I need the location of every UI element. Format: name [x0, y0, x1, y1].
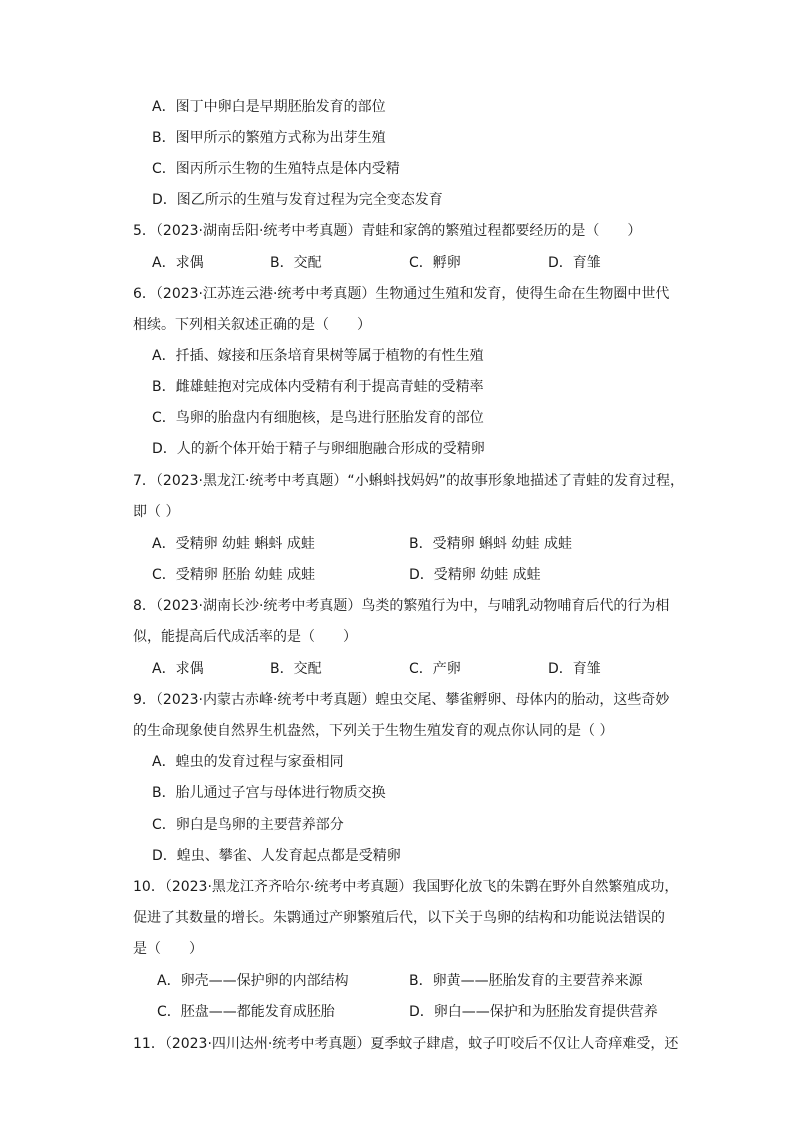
q4-option-a: A．图丁中卵白是早期胚胎发育的部位 [152, 99, 386, 115]
q7-stem-line2: 即（ ） [133, 504, 180, 520]
q7-option-c: C．受精卵 胚胎 幼蛙 成蛙 [152, 567, 316, 583]
q10-options-row2 [157, 1002, 677, 1022]
q10-option-c: C．胚盘——都能发育成胚胎 [157, 1004, 335, 1020]
q5-options [152, 253, 672, 273]
q5-option-b: B．交配 [270, 255, 322, 271]
q7-options-row2 [152, 565, 672, 585]
q7-option-d: D．受精卵 幼蛙 成蛙 [409, 567, 541, 583]
q8-stem-line1: 8．（2023·湖南长沙·统考中考真题）鸟类的繁殖行为中，与哺乳动物哺育后代的行为相 [133, 598, 670, 614]
q8-option-b: B．交配 [270, 661, 322, 677]
q9-option-c: C．卵白是鸟卵的主要营养部分 [152, 817, 344, 833]
q10-option-a: A．卵壳——保护卵的内部结构 [157, 973, 349, 989]
q8-stem-line2: 似，能提高后代成活率的是（ ） [133, 629, 357, 645]
q9-option-b: B．胎儿通过子宫与母体进行物质交换 [152, 785, 386, 801]
q5-option-d: D．育雏 [548, 255, 601, 271]
q6-option-d: D．人的新个体开始于精子与卵细胞融合形成的受精卵 [152, 441, 485, 457]
q8-option-a: A．求偶 [152, 661, 204, 677]
q6-option-a: A．扦插、嫁接和压条培育果树等属于植物的有性生殖 [152, 348, 484, 364]
q10-options-row1 [157, 971, 677, 991]
q4-option-d: D．图乙所示的生殖与发育过程为完全变态发育 [152, 192, 443, 208]
q10-stem-line1: 10．（2023·黑龙江齐齐哈尔·统考中考真题）我国野化放飞的朱鹮在野外自然繁殖成功， [133, 879, 679, 895]
q7-options-row1 [152, 534, 672, 554]
q9-option-a: A．蝗虫的发育过程与家蚕相同 [152, 754, 344, 770]
q11-stem-line1: 11．（2023·四川达州·统考中考真题）夏季蚊子肆虐，蚊子叮咬后不仅让人奇痒难受，还 [133, 1036, 679, 1052]
q8-option-c: C．产卵 [409, 661, 461, 677]
q7-stem-line1: 7．（2023·黑龙江·统考中考真题）“小蝌蚪找妈妈”的故事形象地描述了青蛙的发育过程， [133, 473, 684, 489]
q6-stem-line2: 相续。下列相关叙述正确的是（ ） [133, 317, 371, 333]
q8-options [152, 659, 672, 679]
q8-option-d: D．育雏 [548, 661, 601, 677]
q9-option-d: D．蝗虫、攀雀、人发育起点都是受精卵 [152, 848, 401, 864]
q5-stem: 5．（2023·湖南岳阳·统考中考真题）青蛙和家鸽的繁殖过程都要经历的是（ ） [133, 223, 642, 239]
q4-option-b: B．图甲所示的繁殖方式称为出芽生殖 [152, 130, 386, 146]
q6-option-b: B．雌雄蛙抱对完成体内受精有利于提高青蛙的受精率 [152, 379, 484, 395]
q9-stem-line2: 的生命现象使自然界生机盎然，下列关于生物生殖发育的观点你认同的是（ ） [133, 723, 614, 739]
q10-stem-line2: 促进了其数量的增长。朱鹮通过产卵繁殖后代，以下关于鸟卵的结构和功能说法错误的 [133, 910, 665, 926]
q5-option-a: A．求偶 [152, 255, 204, 271]
q7-option-a: A．受精卵 幼蛙 蝌蚪 成蛙 [152, 536, 315, 552]
q9-stem-line1: 9．（2023·内蒙古赤峰·统考中考真题）蝗虫交尾、攀雀孵卵、母体内的胎动，这些奇妙 [133, 692, 670, 708]
q10-option-b: B．卵黄——胚胎发育的主要营养来源 [409, 973, 643, 989]
q10-stem-line3: 是（ ） [133, 941, 203, 957]
q6-stem-line1: 6．（2023·江苏连云港·统考中考真题）生物通过生殖和发育，使得生命在生物圈中世代 [133, 286, 670, 302]
q4-option-c: C．图丙所示生物的生殖特点是体内受精 [152, 161, 400, 177]
q10-option-d: D．卵白——保护和为胚胎发育提供营养 [409, 1004, 658, 1020]
q6-option-c: C．鸟卵的胎盘内有细胞核，是鸟进行胚胎发育的部位 [152, 410, 484, 426]
q7-option-b: B．受精卵 蝌蚪 幼蛙 成蛙 [409, 536, 572, 552]
q5-option-c: C．孵卵 [409, 255, 461, 271]
